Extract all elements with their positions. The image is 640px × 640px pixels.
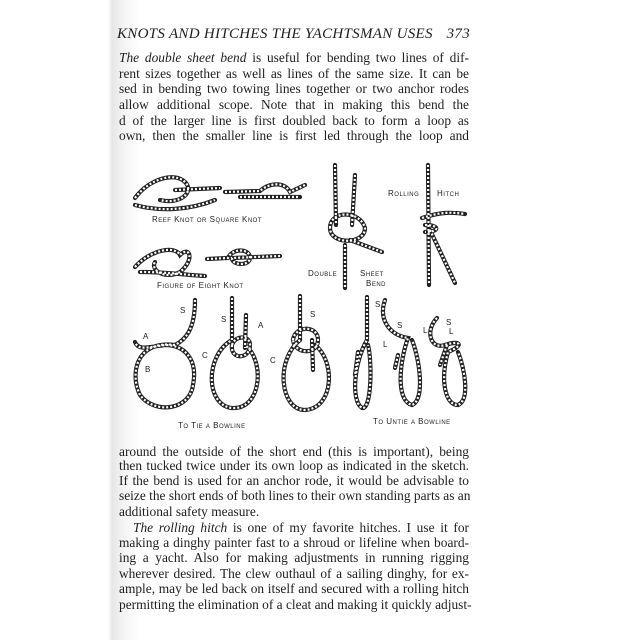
label-l: L — [449, 327, 454, 336]
text-line: making a dinghy painter fast to a shroud or lifeline when board- — [119, 535, 469, 550]
label-s: S — [375, 300, 381, 309]
text-line: ing a yacht. Also for making adjustments in running rigging — [119, 550, 469, 565]
label-l: L — [383, 340, 388, 349]
double-sheet-bend-caption-2: Sheet — [360, 269, 384, 278]
label-l: L — [423, 326, 428, 335]
text-line: ample, may be led back on itself and secured with a rolling hitch — [119, 581, 469, 596]
page-number: 373 — [446, 26, 470, 42]
text-line: seize the short ends of both lines to their own standing parts as an — [119, 488, 471, 503]
text-span: is one of my favorite hitches. I use it for — [227, 520, 469, 535]
tie-bowline-caption: To Tie a Bowline — [178, 421, 246, 430]
text-line: rent sizes together as well as lines of the same size. It can be — [119, 66, 469, 81]
text-line: wherever desired. The clew outhaul of a sailing dinghy, for ex- — [119, 566, 469, 581]
label-a: A — [143, 332, 149, 341]
italic-term: The double sheet bend — [119, 50, 247, 65]
label-s: S — [221, 315, 227, 324]
text-line: If the bend is used for an anchor rode, it would be advisable to — [119, 473, 469, 488]
label-c: C — [270, 356, 277, 365]
text-line — [119, 520, 469, 535]
text-line: allow additional scope. Note that in making this bend the — [119, 97, 469, 112]
label-s: S — [397, 321, 403, 330]
text-line: additional safety measure. — [119, 504, 260, 519]
text-line: permitting the elimination of a cleat and making it quickly adjust- — [119, 597, 472, 612]
label-b: B — [145, 365, 151, 374]
rolling-hitch-drawing — [422, 165, 465, 285]
figure-eight-drawing — [135, 250, 280, 276]
label-a: A — [258, 321, 264, 330]
text-line: then tucked twice under its own loop as indicated in the sketch. — [119, 458, 469, 473]
text-line: sed in bending two towing lines together or two anchor rodes — [119, 81, 469, 96]
label-c: C — [202, 351, 209, 360]
label-s: S — [310, 310, 316, 319]
double-sheet-bend-caption-3: Bend — [366, 279, 387, 288]
italic-term: The rolling hitch — [133, 520, 228, 535]
text-line: own, then the smaller line is first led through the loop and — [119, 128, 469, 143]
untie-bowline-caption: To Untie a Bowline — [373, 417, 451, 426]
reef-knot-drawing — [135, 177, 305, 209]
label-s: S — [446, 318, 452, 327]
text-line: around the outside of the short end (this is important), being — [119, 444, 469, 459]
double-sheet-bend-caption-1: Double — [308, 269, 338, 278]
rolling-hitch-caption-1: Rolling — [388, 189, 420, 198]
running-title: KNOTS AND HITCHES THE YACHTSMAN USES — [117, 26, 433, 42]
figure-eight-caption: Figure of Eight Knot — [157, 281, 244, 290]
text-span: is useful for bending two lines of dif- — [246, 50, 469, 65]
label-s: S — [180, 306, 186, 315]
reef-knot-caption: Reef Knot or Square Knot — [152, 215, 263, 224]
rolling-hitch-caption-2: Hitch — [437, 189, 460, 198]
text-line: d of the larger line is first doubled back to form a loop as — [119, 113, 469, 128]
